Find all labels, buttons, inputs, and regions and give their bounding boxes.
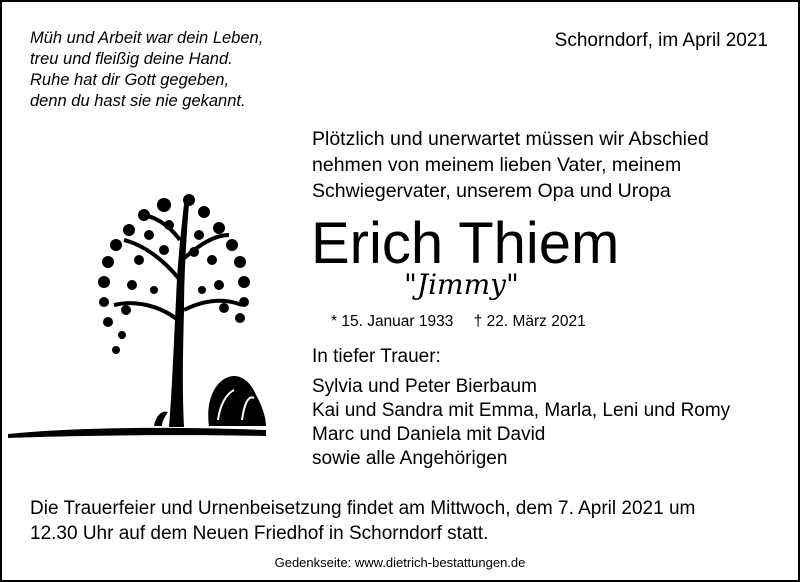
poem-line: denn du hast sie nie gekannt.	[30, 92, 246, 110]
place-date: Schorndorf, im April 2021	[554, 30, 768, 51]
life-dates	[331, 313, 602, 331]
intro-text	[312, 126, 709, 204]
mourners-list	[312, 375, 730, 471]
mourner-line: Sylvia und Peter Bierbaum	[312, 376, 537, 397]
intro-line: nehmen von meinem lieben Vater, meinem	[312, 154, 682, 176]
weeping-birch-tree-icon	[4, 190, 276, 450]
poem-line: Ruhe hat dir Gott gegeben,	[30, 71, 230, 89]
mourner-line: Marc und Daniela mit David	[312, 424, 546, 445]
service-info	[30, 496, 695, 546]
poem-line: Müh und Arbeit war dein Leben,	[30, 29, 264, 47]
death-date: † 22. März 2021	[473, 313, 586, 330]
intro-line: Schwiegervater, unserem Opa und Uropa	[312, 180, 671, 202]
poem-line: treu und fleißig deine Hand.	[30, 50, 233, 68]
deceased-name: Erich Thiem	[311, 211, 620, 276]
mourning-heading: In tiefer Trauer:	[312, 346, 441, 367]
poem	[30, 28, 263, 112]
mourner-line: Kai und Sandra mit Emma, Marla, Leni und Romy	[312, 400, 731, 421]
nickname: "Jimmy"	[404, 268, 519, 301]
service-line: Die Trauerfeier und Urnenbeisetzung findet am Mittwoch, dem 7. April 2021 um	[30, 498, 696, 519]
birth-date: * 15. Januar 1933	[331, 313, 454, 330]
intro-line: Plötzlich und unerwartet müssen wir Abschied	[312, 128, 709, 150]
mourner-line: sowie alle Angehörigen	[312, 448, 508, 469]
service-line: 12.30 Uhr auf dem Neuen Friedhof in Schorndorf statt.	[30, 523, 489, 544]
memorial-website: Gedenkseite: www.dietrich-bestattungen.de	[274, 555, 526, 570]
